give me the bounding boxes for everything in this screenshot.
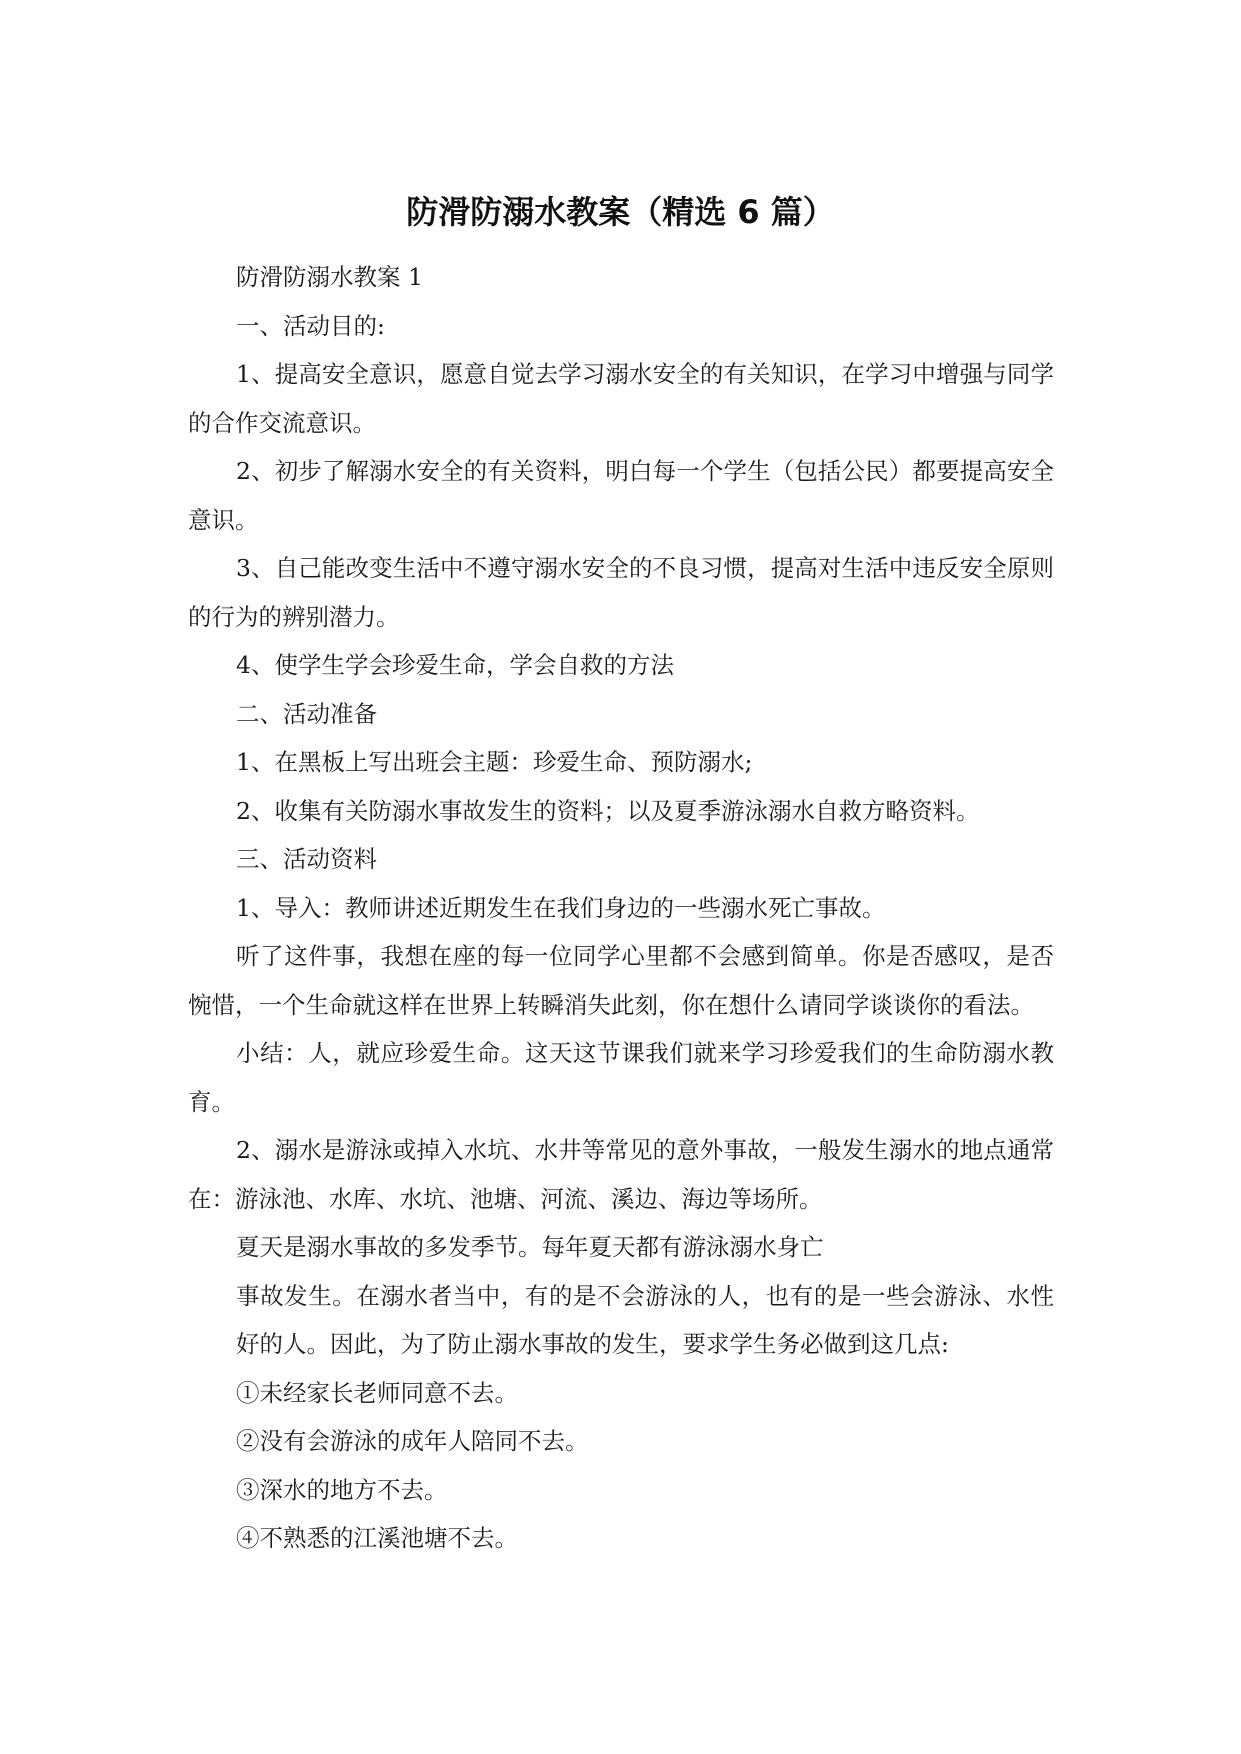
document-title: 防滑防溺水教案（精选 6 篇） [406,193,835,231]
paragraph: ③深水的地方不去。 [236,1475,448,1504]
paragraph: 1、提高安全意识，愿意自觉去学习溺水安全的有关知识，在学习中增强与同学的合作交流意识。 [188,360,1054,437]
paragraph: 2、收集有关防溺水事故发生的资料；以及夏季游泳溺水自救方略资料。 [236,796,980,825]
paragraph: 4、使学生学会珍爱生命，学会自救的方法 [236,651,674,679]
paragraph: 1、导入：教师讲述近期发生在我们身边的一些溺水死亡事故。 [236,893,886,922]
paragraph: ④不熟悉的江溪池塘不去。 [236,1524,518,1552]
paragraph: 2、溺水是游泳或掉入水坑、水井等常见的意外事故，一般发生溺水的地点通常在：游泳池、水库、水坑、池塘、河流、溪边、海边等场所。 [188,1136,1054,1213]
paragraph: 事故发生。在溺水者当中，有的是不会游泳的人，也有的是一些会游泳、水性好的人。因此，为了防止溺水事故的发生，要求学生务必做到这几点: [236,1281,1054,1358]
paragraph: 防滑防溺水教案 1 [236,263,423,291]
paragraph: 3、自己能改变生活中不遵守溺水安全的不良习惯，提高对生活中违反安全原则的行为的辨别潜力。 [188,554,1054,631]
paragraph: ②没有会游泳的成年人陪同不去。 [236,1427,589,1455]
paragraph: 1、在黑板上写出班会主题：珍爱生命、预防溺水; [236,748,753,776]
paragraph: 二、活动准备 [236,699,377,728]
paragraph: 2、初步了解溺水安全的有关资料，明白每一个学生（包括公民）都要提高安全意识。 [188,457,1054,534]
paragraph: 三、活动资料 [236,845,377,873]
paragraph: 夏天是溺水事故的多发季节。每年夏天都有游泳溺水身亡 [236,1233,824,1261]
paragraph: ①未经家长老师同意不去。 [236,1378,518,1407]
paragraph: 听了这件事，我想在座的每一位同学心里都不会感到简单。你是否感叹，是否惋惜，一个生命就这样在世界上转瞬消失此刻，你在想什么请同学谈谈你的看法。 [188,942,1054,1019]
paragraph: 小结：人，就应珍爱生命。这天这节课我们就来学习珍爱我们的生命防溺水教育。 [188,1039,1054,1116]
document-body [188,253,1054,1563]
paragraph: 一、活动目的: [236,311,385,340]
